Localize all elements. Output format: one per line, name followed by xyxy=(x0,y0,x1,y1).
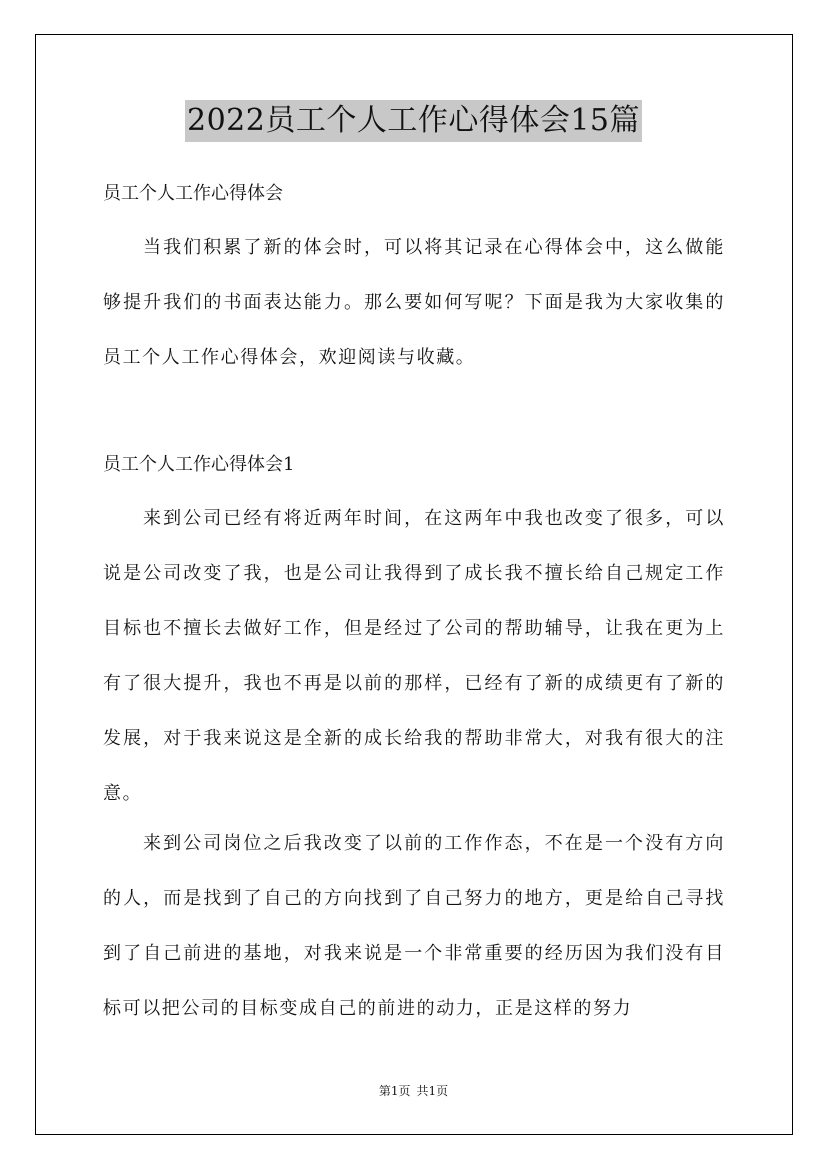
document-title: 2022员工个人工作心得体会15篇 xyxy=(185,100,642,142)
section1-heading: 员工个人工作心得体会1 xyxy=(103,454,295,475)
intro-heading: 员工个人工作心得体会 xyxy=(103,183,283,204)
title-container xyxy=(0,100,827,142)
intro-paragraph: 当我们积累了新的体会时，可以将其记录在心得体会中，这么做能够提升我们的书面表达能力。那么要如何写呢？下面是我为大家收集的员工个人工作心得体会，欢迎阅读与收藏。 xyxy=(103,237,725,368)
page-number: 第1页 xyxy=(378,1084,411,1098)
page-footer xyxy=(0,1083,827,1099)
total-pages: 共1页 xyxy=(416,1084,449,1098)
section1-paragraph-1: 来到公司已经有将近两年时间，在这两年中我也改变了很多，可以说是公司改变了我，也是公司让我得到了成长我不擅长给自己规定工作目标也不擅长去做好工作，但是经过了公司的帮助辅导，让我在更为上有了很大提升，我也不再是以前的那样，已经有了新的成绩更有了新的发展，对于我来说这是全新的成长给我的帮助非常大，对我有很大的注意。 xyxy=(103,508,725,804)
section1-paragraph-2: 来到公司岗位之后我改变了以前的工作作态，不在是一个没有方向的人，而是找到了自己的方向找到了自己努力的地方，更是给自己寻找到了自己前进的基地，对我来说是一个非常重要的经历因为我们没有目标可以把公司的目标变成自己的前进的动力，正是这样的努力 xyxy=(103,833,725,1019)
